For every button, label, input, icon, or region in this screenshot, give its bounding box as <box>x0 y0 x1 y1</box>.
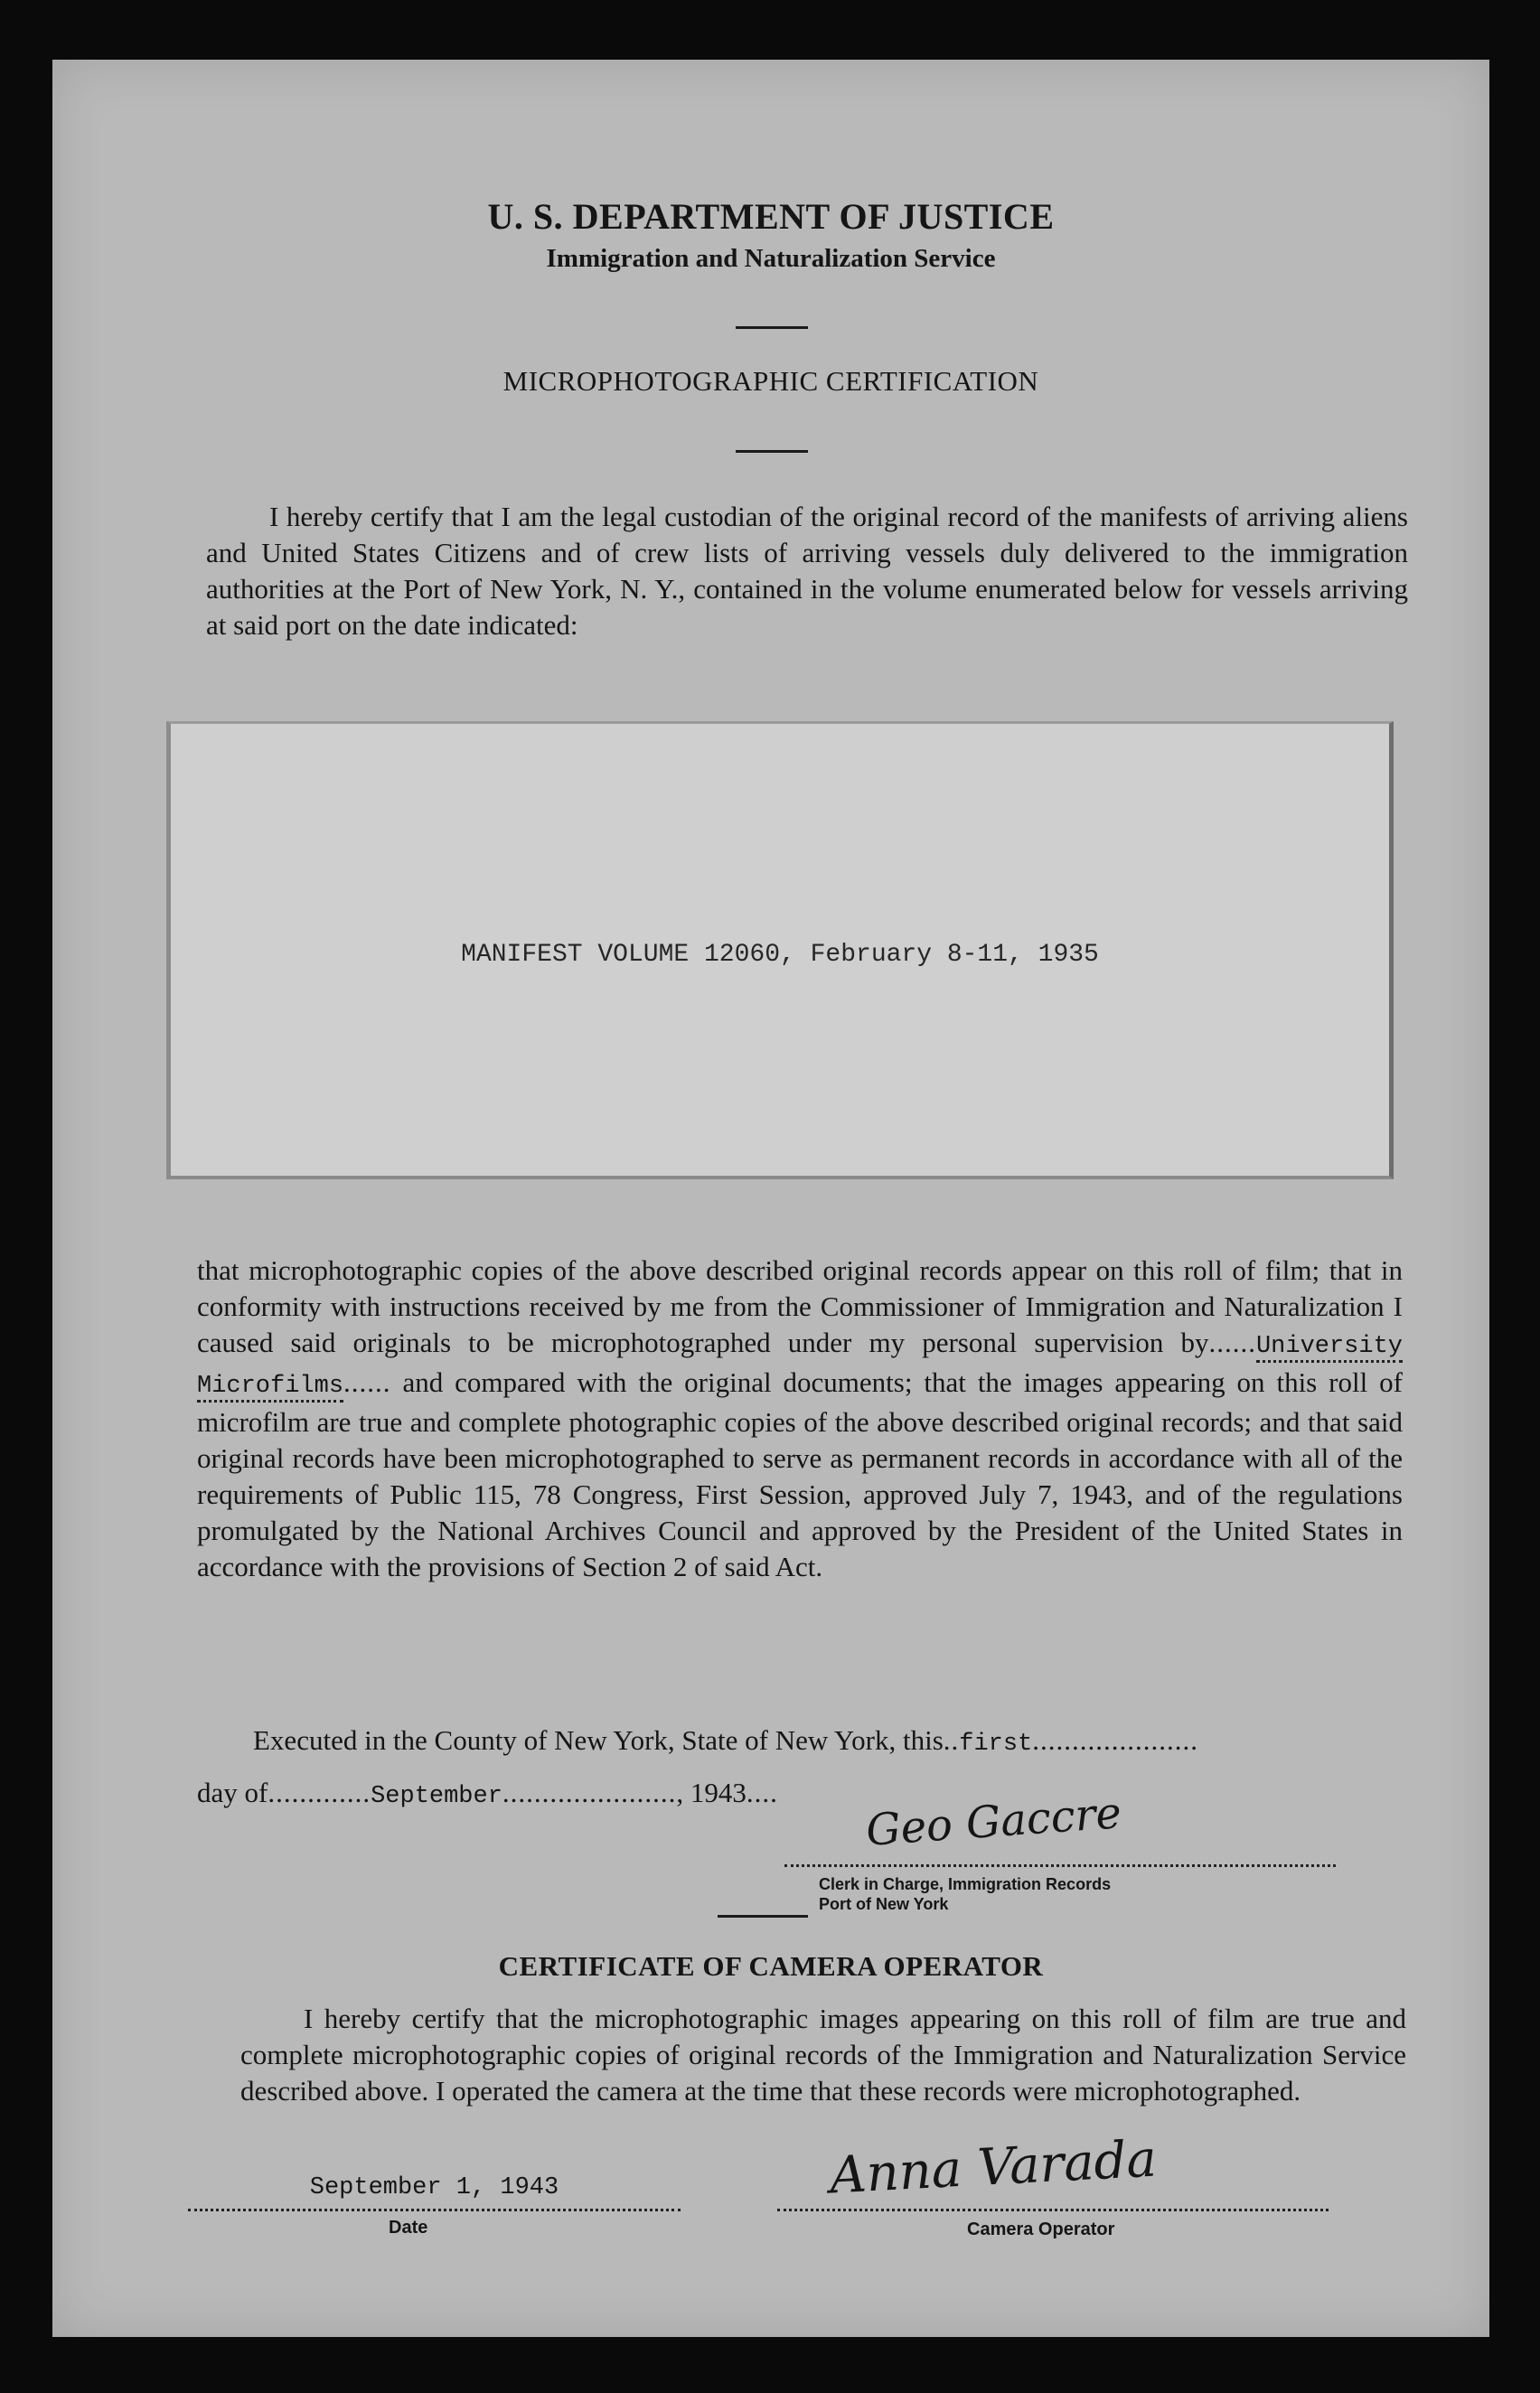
intro-paragraph: I hereby certify that I am the legal custodian of the original record of the manifests of arriving aliens and United States Citizens and of crew lists of arriving vessels duly delivered to the immigration authorities at the Port of New York, N. Y., contained in the volume enumerated below for vessels arriving at said port on the date indicated: <box>206 501 1408 641</box>
certificate-page <box>52 60 1489 2337</box>
clerk-title-line-2: Port of New York <box>819 1895 949 1913</box>
record-description: MANIFEST VOLUME 12060, February 8-11, 1935 <box>461 941 1099 969</box>
camera-operator-signature: Anna Varada <box>828 2129 1159 2206</box>
clerk-signature: Geo Gaccre <box>864 1788 1123 1856</box>
clerk-title-line-1: Clerk in Charge, Immigration Records <box>819 1875 1112 1893</box>
execution-year: , 1943 <box>676 1777 747 1808</box>
camera-operator-paragraph: I hereby certify that the microphotographic images appearing on this roll of film are true and complete microphotographic copies of original records of the Immigration and Naturalization Service described above. I operated the camera at the time that these records were microphotographed. <box>240 2003 1406 2107</box>
divider-rule <box>736 450 808 453</box>
certification-title: MICROPHOTOGRAPHIC CERTIFICATION <box>502 365 1039 397</box>
filmed-by-value: University Microfilms <box>197 1333 1403 1403</box>
date-value: September 1, 1943 <box>309 2174 559 2201</box>
divider-rule <box>736 326 808 329</box>
clerk-signature-line <box>784 1864 1336 1867</box>
date-field <box>188 2174 681 2201</box>
camera-operator-label: Camera Operator <box>967 2219 1115 2239</box>
day-of-label: day of <box>197 1777 268 1808</box>
camera-operator-signature-line <box>777 2209 1329 2211</box>
day-of-line: day of.............September......................, 1943.... <box>197 1777 778 1810</box>
record-description-insert <box>166 721 1394 1179</box>
clerk-title <box>819 1874 1111 1914</box>
camera-operator-title: CERTIFICATE OF CAMERA OPERATOR <box>498 1950 1044 1982</box>
department-title: U. S. DEPARTMENT OF JUSTICE <box>487 196 1055 237</box>
execution-line: Executed in the County of New York, State of New York, this..first..................... <box>253 1724 1199 1758</box>
date-line <box>188 2209 681 2211</box>
execution-day: first <box>959 1731 1033 1758</box>
date-label: Date <box>389 2218 428 2238</box>
divider-rule <box>718 1915 808 1918</box>
certification-body: that microphotographic copies of the above described original records appear on this roll of film; that in conformity with instructions received by me from the Commissioner of Immigration and Naturalization I caused said originals to be microphotographed under my personal supervision by......University Microfilms...... and compared with the original documents; that the images appearing on this roll of microfilm are true and complete photographic copies of the above described original records; and that said original records have been microphotographed to serve as permanent records in accordance with all of the requirements of Public 115, 78 Congress, First Session, approved July 7, 1943, and of the regulations promulgated by the National Archives Council and approved by the President of the United States in accordance with the provisions of Section 2 of said Act. <box>197 1254 1403 1582</box>
execution-text: Executed in the County of New York, State of New York, this <box>253 1724 944 1756</box>
execution-month: September <box>371 1783 502 1810</box>
body-part-2: and compared with the original documents; that the images appearing on this roll of microfilm are true and complete photographic copies of the above described original records; and that said original records have been microphotographed to serve as permanent records in accordance with all of the requirements of Public 115, 78 Congress, First Session, approved July 7, 1943, and of the regulations promulgated by the National Archives Council and approved by the President of the United States in accordance with the provisions of Section 2 of said Act. <box>197 1366 1403 1582</box>
service-subtitle: Immigration and Naturalization Service <box>546 244 996 273</box>
body-part-1: that microphotographic copies of the above described original records appear on this roll of film; that in conformity with instructions received by me from the Commissioner of Immigration and Naturalization I caused said originals to be microphotographed under my personal supervision by <box>197 1254 1403 1358</box>
